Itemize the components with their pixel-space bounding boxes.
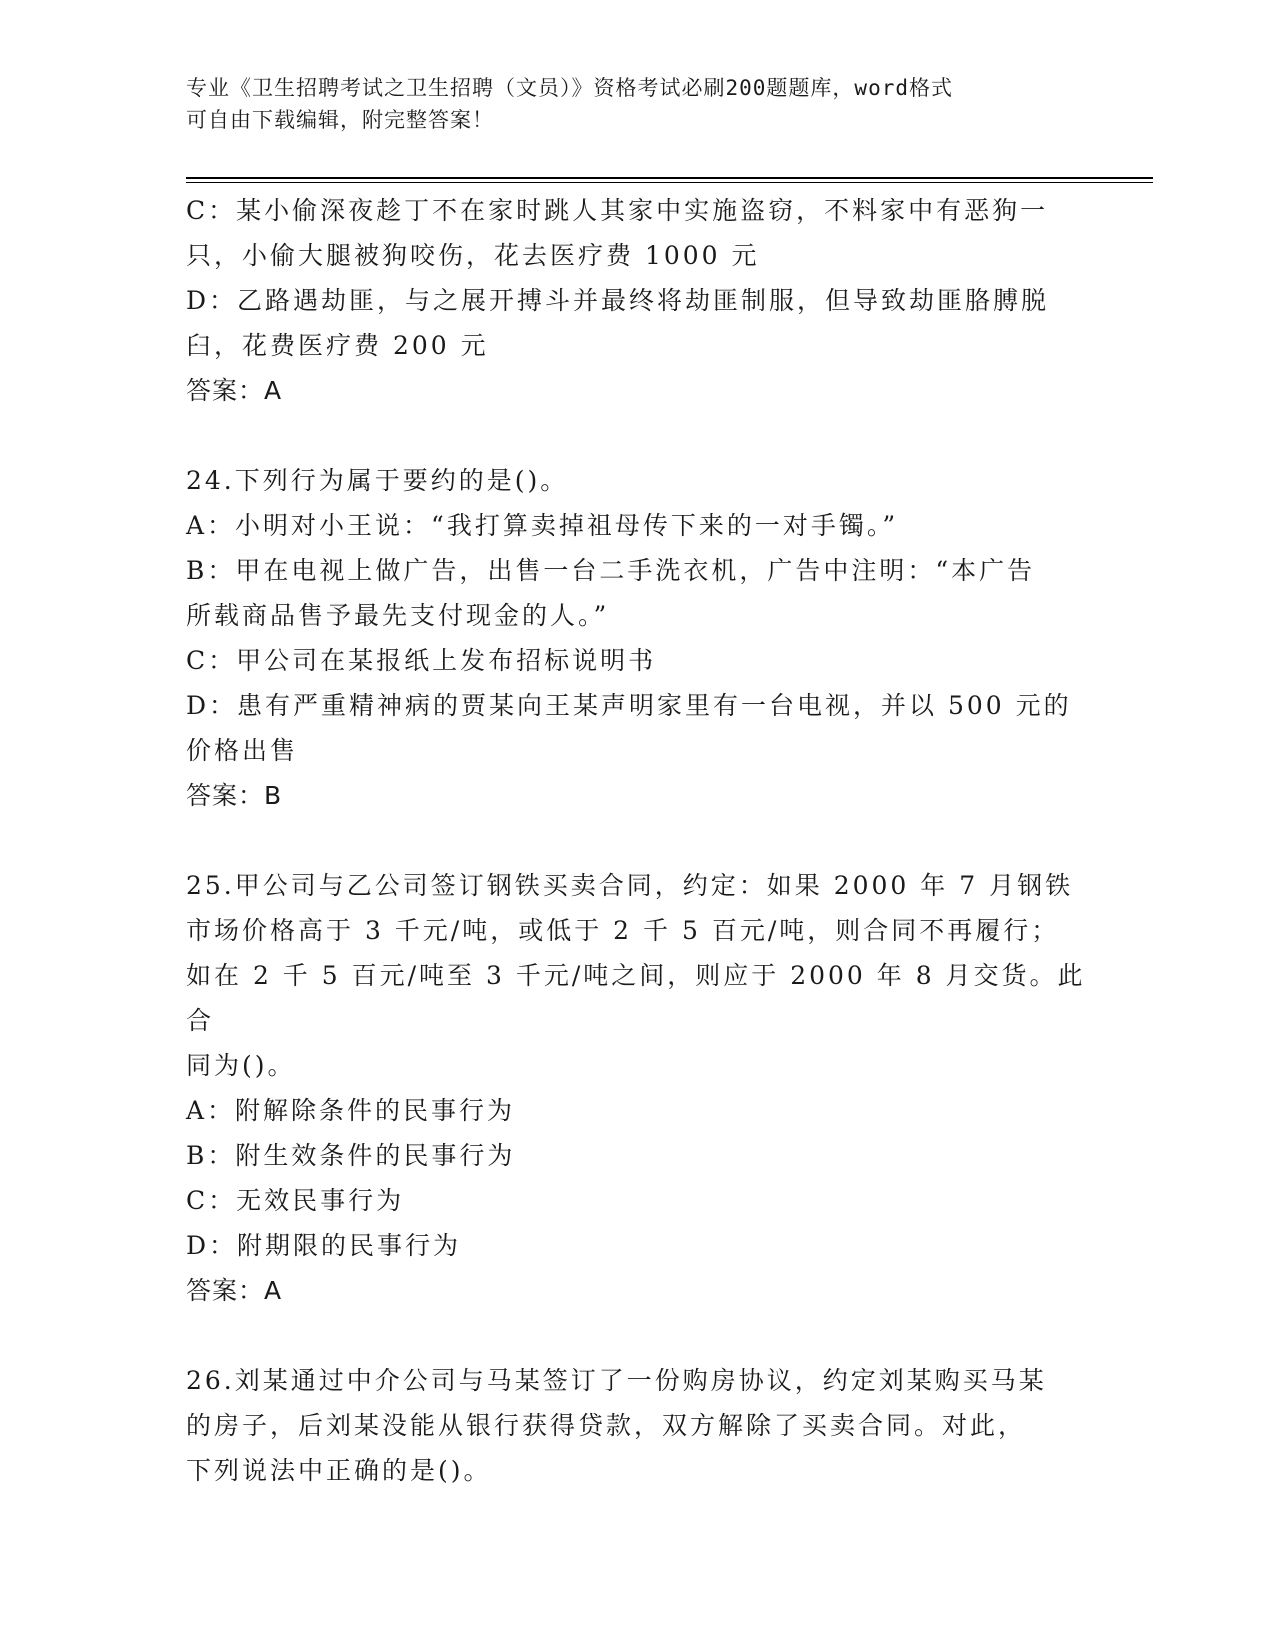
option-d-line: D：附期限的民事行为 xyxy=(186,1231,462,1260)
option-a-line: A：附解除条件的民事行为 xyxy=(186,1096,516,1125)
option-c-line: C：某小偷深夜趁丁不在家时跳人其家中实施盗窃，不料家中有恶狗一 xyxy=(186,196,1049,225)
option-d-line: D：患有严重精神病的贾某向王某声明家里有一台电视，并以 500 元的 xyxy=(186,691,1072,720)
spacer xyxy=(186,1313,1086,1358)
question-25-block xyxy=(186,863,1086,1313)
option-b-line: B：甲在电视上做广告，出售一台二手洗衣机，广告中注明：“本广告 xyxy=(186,556,1036,585)
option-d-line: 价格出售 xyxy=(186,736,299,765)
option-b-line: B：附生效条件的民事行为 xyxy=(186,1141,516,1170)
spacer xyxy=(186,818,1086,863)
option-a-line: A：小明对小王说：“我打算卖掉祖母传下来的一对手镯。” xyxy=(186,511,899,540)
question-stem: 24.下列行为属于要约的是()。 xyxy=(186,466,569,495)
header-line-1: 专业《卫生招聘考试之卫生招聘（文员）》资格考试必刷200题题库，word格式 xyxy=(186,76,953,100)
header-rule-thin xyxy=(186,182,1153,183)
answer-label: 答案：B xyxy=(186,781,283,810)
option-d-line: 臼，花费医疗费 200 元 xyxy=(186,331,489,360)
question-23-block xyxy=(186,188,1086,413)
question-stem: 的房子，后刘某没能从银行获得贷款，双方解除了买卖合同。对此， xyxy=(186,1411,1027,1440)
option-b-line: 所载商品售予最先支付现金的人。” xyxy=(186,601,610,630)
option-c-line: C：甲公司在某报纸上发布招标说明书 xyxy=(186,646,657,675)
question-stem: 同为()。 xyxy=(186,1051,296,1080)
spacer xyxy=(186,413,1086,458)
question-26-block xyxy=(186,1358,1086,1493)
document-body xyxy=(186,188,1086,1493)
answer-label: 答案：A xyxy=(186,1276,283,1305)
question-stem: 市场价格高于 3 千元/吨，或低于 2 千 5 百元/吨，则合同不再履行； xyxy=(186,916,1060,945)
question-stem: 26.刘某通过中介公司与马某签订了一份购房协议，约定刘某购买马某 xyxy=(186,1366,1047,1395)
question-stem: 下列说法中正确的是()。 xyxy=(186,1456,492,1485)
header-rule-thick xyxy=(186,177,1153,179)
option-c-line: 只，小偷大腿被狗咬伤，花去医疗费 1000 元 xyxy=(186,241,760,270)
question-stem: 如在 2 千 5 百元/吨至 3 千元/吨之间，则应于 2000 年 8 月交货。此合 xyxy=(186,961,1086,1035)
answer-label: 答案：A xyxy=(186,376,283,405)
header-line-2: 可自由下载编辑，附完整答案！ xyxy=(186,108,494,132)
option-d-line: D：乙路遇劫匪，与之展开搏斗并最终将劫匪制服，但导致劫匪胳膊脱 xyxy=(186,286,1050,315)
question-stem: 25.甲公司与乙公司签订钢铁买卖合同，约定：如果 2000 年 7 月钢铁 xyxy=(186,871,1074,900)
option-c-line: C：无效民事行为 xyxy=(186,1186,405,1215)
document-header xyxy=(186,72,1066,136)
question-24-block xyxy=(186,458,1086,818)
